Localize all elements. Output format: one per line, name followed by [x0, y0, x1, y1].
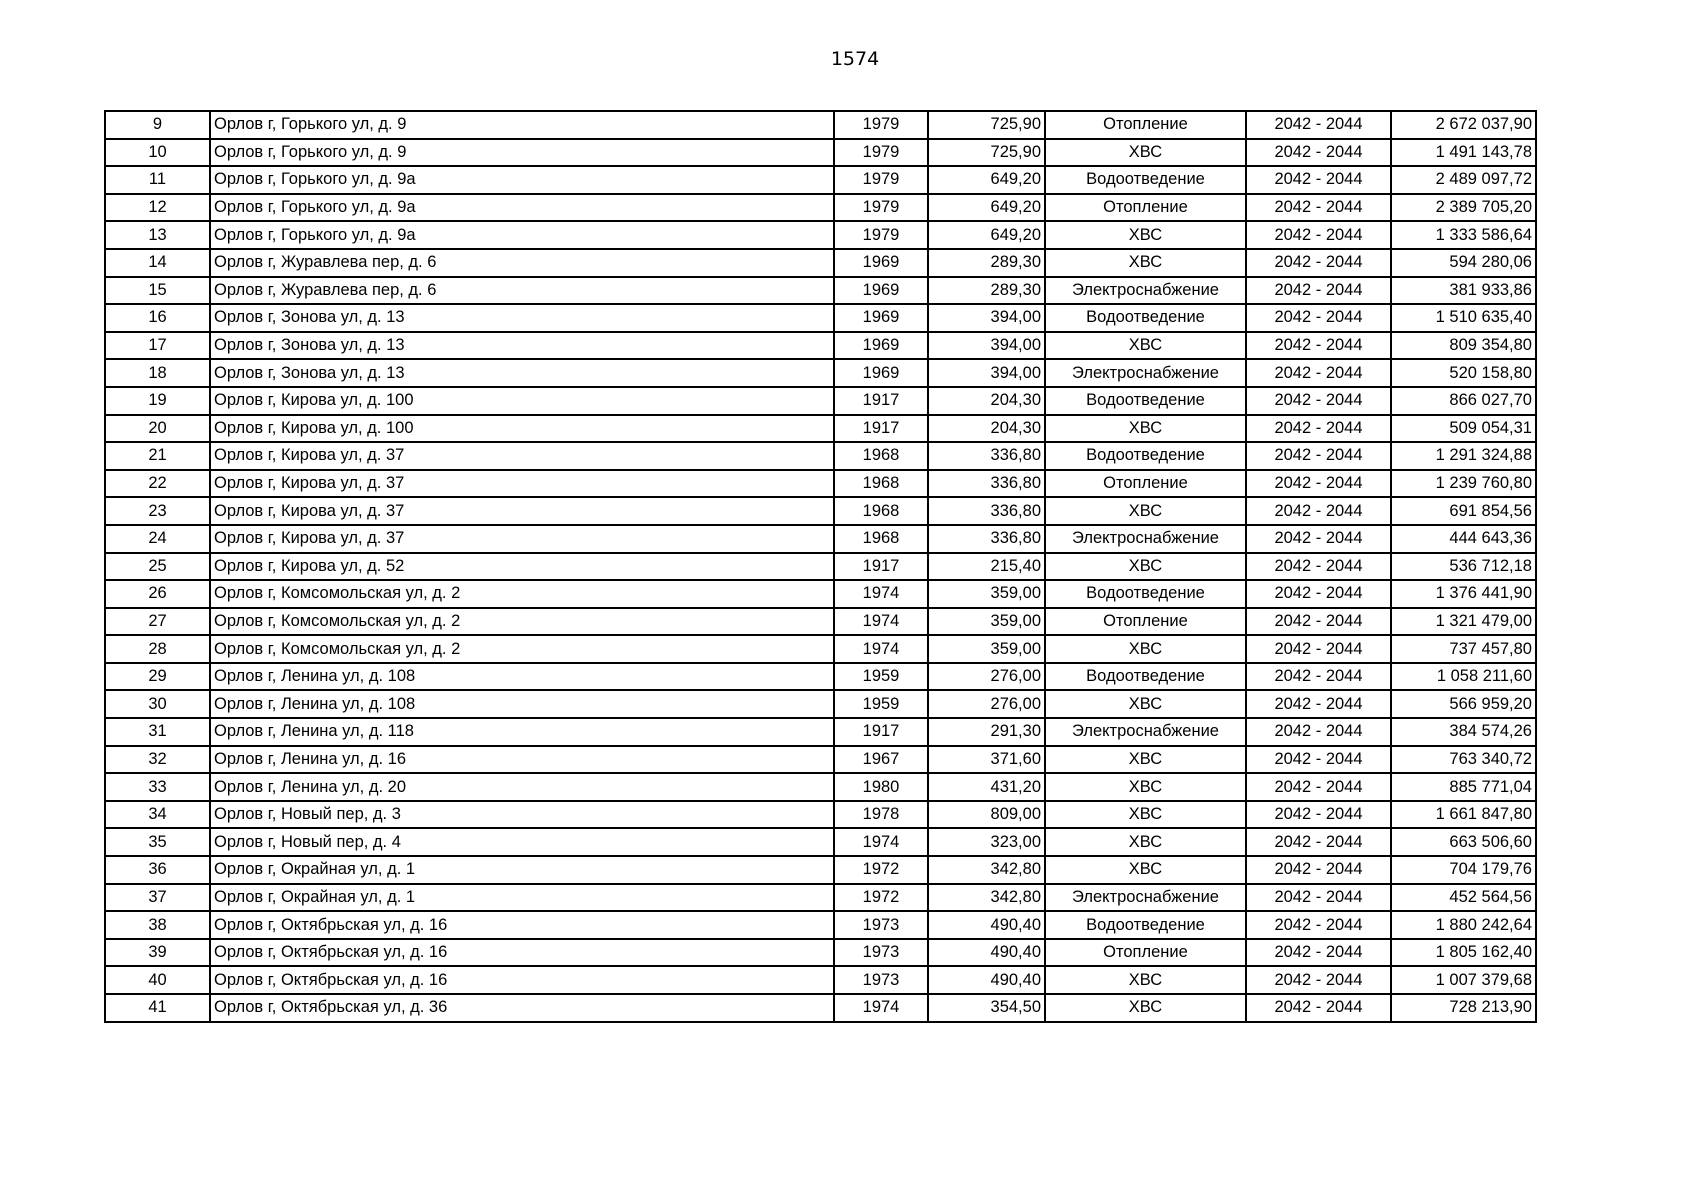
area-cell: 649,20 [928, 194, 1045, 222]
table-row [105, 497, 1536, 525]
cost-cell: 2 489 097,72 [1391, 166, 1536, 194]
table-row [105, 773, 1536, 801]
year-cell: 1972 [834, 884, 928, 912]
cost-cell: 381 933,86 [1391, 277, 1536, 305]
period-cell: 2042 - 2044 [1246, 111, 1391, 139]
area-cell: 336,80 [928, 497, 1045, 525]
period-cell: 2042 - 2044 [1246, 773, 1391, 801]
address-cell: Орлов г, Новый пер, д. 3 [210, 801, 834, 829]
period-cell: 2042 - 2044 [1246, 911, 1391, 939]
row-number-cell: 35 [105, 828, 210, 856]
year-cell: 1979 [834, 221, 928, 249]
cost-cell: 2 672 037,90 [1391, 111, 1536, 139]
table-row [105, 525, 1536, 553]
cost-cell: 452 564,56 [1391, 884, 1536, 912]
page-number: 1574 [830, 48, 880, 70]
area-cell: 354,50 [928, 994, 1045, 1022]
period-cell: 2042 - 2044 [1246, 277, 1391, 305]
period-cell: 2042 - 2044 [1246, 939, 1391, 967]
address-cell: Орлов г, Ленина ул, д. 108 [210, 690, 834, 718]
work-type-cell: Водоотведение [1045, 304, 1246, 332]
period-cell: 2042 - 2044 [1246, 608, 1391, 636]
cost-cell: 520 158,80 [1391, 359, 1536, 387]
work-type-cell: Водоотведение [1045, 442, 1246, 470]
address-cell: Орлов г, Кирова ул, д. 37 [210, 497, 834, 525]
row-number-cell: 13 [105, 221, 210, 249]
period-cell: 2042 - 2044 [1246, 470, 1391, 498]
table-row [105, 939, 1536, 967]
work-type-cell: ХВС [1045, 221, 1246, 249]
address-cell: Орлов г, Журавлева пер, д. 6 [210, 249, 834, 277]
table-row [105, 690, 1536, 718]
year-cell: 1969 [834, 332, 928, 360]
address-cell: Орлов г, Ленина ул, д. 20 [210, 773, 834, 801]
year-cell: 1974 [834, 994, 928, 1022]
row-number-cell: 40 [105, 966, 210, 994]
table-row [105, 635, 1536, 663]
row-number-cell: 19 [105, 387, 210, 415]
area-cell: 649,20 [928, 166, 1045, 194]
table-row [105, 663, 1536, 691]
address-cell: Орлов г, Кирова ул, д. 37 [210, 442, 834, 470]
area-cell: 725,90 [928, 111, 1045, 139]
table-row [105, 415, 1536, 443]
year-cell: 1973 [834, 966, 928, 994]
cost-cell: 1 333 586,64 [1391, 221, 1536, 249]
area-cell: 289,30 [928, 277, 1045, 305]
row-number-cell: 32 [105, 746, 210, 774]
row-number-cell: 39 [105, 939, 210, 967]
year-cell: 1973 [834, 911, 928, 939]
address-cell: Орлов г, Зонова ул, д. 13 [210, 332, 834, 360]
work-type-cell: Электроснабжение [1045, 525, 1246, 553]
work-type-cell: Электроснабжение [1045, 277, 1246, 305]
cost-cell: 1 321 479,00 [1391, 608, 1536, 636]
period-cell: 2042 - 2044 [1246, 635, 1391, 663]
address-cell: Орлов г, Горького ул, д. 9а [210, 194, 834, 222]
area-cell: 394,00 [928, 304, 1045, 332]
period-cell: 2042 - 2044 [1246, 387, 1391, 415]
row-number-cell: 25 [105, 553, 210, 581]
year-cell: 1979 [834, 139, 928, 167]
work-type-cell: Электроснабжение [1045, 884, 1246, 912]
area-cell: 204,30 [928, 387, 1045, 415]
address-cell: Орлов г, Кирова ул, д. 52 [210, 553, 834, 581]
work-type-cell: Отопление [1045, 939, 1246, 967]
table-row [105, 580, 1536, 608]
work-type-cell: Отопление [1045, 470, 1246, 498]
work-type-cell: Водоотведение [1045, 387, 1246, 415]
area-cell: 215,40 [928, 553, 1045, 581]
area-cell: 359,00 [928, 608, 1045, 636]
row-number-cell: 26 [105, 580, 210, 608]
area-cell: 490,40 [928, 939, 1045, 967]
cost-cell: 1 805 162,40 [1391, 939, 1536, 967]
row-number-cell: 12 [105, 194, 210, 222]
period-cell: 2042 - 2044 [1246, 801, 1391, 829]
address-cell: Орлов г, Новый пер, д. 4 [210, 828, 834, 856]
address-cell: Орлов г, Кирова ул, д. 37 [210, 525, 834, 553]
period-cell: 2042 - 2044 [1246, 497, 1391, 525]
period-cell: 2042 - 2044 [1246, 994, 1391, 1022]
work-type-cell: ХВС [1045, 773, 1246, 801]
period-cell: 2042 - 2044 [1246, 966, 1391, 994]
work-type-cell: ХВС [1045, 966, 1246, 994]
cost-cell: 1 491 143,78 [1391, 139, 1536, 167]
area-cell: 371,60 [928, 746, 1045, 774]
table-row [105, 856, 1536, 884]
table-row [105, 111, 1536, 139]
table-row [105, 828, 1536, 856]
address-cell: Орлов г, Горького ул, д. 9а [210, 221, 834, 249]
work-type-cell: ХВС [1045, 801, 1246, 829]
work-type-cell: ХВС [1045, 690, 1246, 718]
row-number-cell: 16 [105, 304, 210, 332]
work-type-cell: Электроснабжение [1045, 359, 1246, 387]
period-cell: 2042 - 2044 [1246, 249, 1391, 277]
year-cell: 1978 [834, 801, 928, 829]
table-body [105, 111, 1536, 1022]
table-row [105, 221, 1536, 249]
year-cell: 1972 [834, 856, 928, 884]
period-cell: 2042 - 2044 [1246, 221, 1391, 249]
address-cell: Орлов г, Кирова ул, д. 100 [210, 415, 834, 443]
address-cell: Орлов г, Октябрьская ул, д. 16 [210, 911, 834, 939]
period-cell: 2042 - 2044 [1246, 580, 1391, 608]
year-cell: 1979 [834, 111, 928, 139]
area-cell: 490,40 [928, 966, 1045, 994]
row-number-cell: 31 [105, 718, 210, 746]
cost-cell: 1 880 242,64 [1391, 911, 1536, 939]
address-cell: Орлов г, Кирова ул, д. 100 [210, 387, 834, 415]
address-cell: Орлов г, Горького ул, д. 9а [210, 166, 834, 194]
address-cell: Орлов г, Окрайная ул, д. 1 [210, 884, 834, 912]
address-cell: Орлов г, Октябрьская ул, д. 16 [210, 939, 834, 967]
work-type-cell: ХВС [1045, 746, 1246, 774]
cost-cell: 536 712,18 [1391, 553, 1536, 581]
table-row [105, 277, 1536, 305]
work-type-cell: Отопление [1045, 194, 1246, 222]
cost-cell: 2 389 705,20 [1391, 194, 1536, 222]
year-cell: 1974 [834, 580, 928, 608]
area-cell: 649,20 [928, 221, 1045, 249]
work-type-cell: Отопление [1045, 608, 1246, 636]
cost-cell: 663 506,60 [1391, 828, 1536, 856]
cost-cell: 1 661 847,80 [1391, 801, 1536, 829]
area-cell: 431,20 [928, 773, 1045, 801]
period-cell: 2042 - 2044 [1246, 525, 1391, 553]
address-cell: Орлов г, Зонова ул, д. 13 [210, 359, 834, 387]
year-cell: 1974 [834, 828, 928, 856]
area-cell: 336,80 [928, 525, 1045, 553]
work-type-cell: ХВС [1045, 415, 1246, 443]
period-cell: 2042 - 2044 [1246, 553, 1391, 581]
area-cell: 291,30 [928, 718, 1045, 746]
cost-cell: 566 959,20 [1391, 690, 1536, 718]
area-cell: 336,80 [928, 442, 1045, 470]
work-type-cell: ХВС [1045, 553, 1246, 581]
area-cell: 809,00 [928, 801, 1045, 829]
work-type-cell: Водоотведение [1045, 166, 1246, 194]
row-number-cell: 28 [105, 635, 210, 663]
area-cell: 204,30 [928, 415, 1045, 443]
period-cell: 2042 - 2044 [1246, 304, 1391, 332]
cost-cell: 444 643,36 [1391, 525, 1536, 553]
period-cell: 2042 - 2044 [1246, 359, 1391, 387]
year-cell: 1969 [834, 304, 928, 332]
cost-cell: 1 291 324,88 [1391, 442, 1536, 470]
address-cell: Орлов г, Кирова ул, д. 37 [210, 470, 834, 498]
year-cell: 1974 [834, 635, 928, 663]
cost-cell: 1 239 760,80 [1391, 470, 1536, 498]
row-number-cell: 24 [105, 525, 210, 553]
year-cell: 1979 [834, 166, 928, 194]
period-cell: 2042 - 2044 [1246, 884, 1391, 912]
row-number-cell: 10 [105, 139, 210, 167]
table-row [105, 359, 1536, 387]
row-number-cell: 11 [105, 166, 210, 194]
row-number-cell: 22 [105, 470, 210, 498]
address-cell: Орлов г, Зонова ул, д. 13 [210, 304, 834, 332]
table-row [105, 801, 1536, 829]
year-cell: 1967 [834, 746, 928, 774]
cost-cell: 509 054,31 [1391, 415, 1536, 443]
address-cell: Орлов г, Комсомольская ул, д. 2 [210, 635, 834, 663]
area-cell: 342,80 [928, 856, 1045, 884]
row-number-cell: 9 [105, 111, 210, 139]
table-row [105, 718, 1536, 746]
cost-cell: 1 376 441,90 [1391, 580, 1536, 608]
table-row [105, 442, 1536, 470]
row-number-cell: 15 [105, 277, 210, 305]
period-cell: 2042 - 2044 [1246, 194, 1391, 222]
address-cell: Орлов г, Ленина ул, д. 108 [210, 663, 834, 691]
cost-cell: 737 457,80 [1391, 635, 1536, 663]
period-cell: 2042 - 2044 [1246, 856, 1391, 884]
year-cell: 1980 [834, 773, 928, 801]
area-cell: 289,30 [928, 249, 1045, 277]
table-row [105, 884, 1536, 912]
year-cell: 1968 [834, 470, 928, 498]
address-cell: Орлов г, Горького ул, д. 9 [210, 111, 834, 139]
table-row [105, 911, 1536, 939]
address-cell: Орлов г, Ленина ул, д. 118 [210, 718, 834, 746]
row-number-cell: 38 [105, 911, 210, 939]
row-number-cell: 18 [105, 359, 210, 387]
area-cell: 323,00 [928, 828, 1045, 856]
cost-cell: 866 027,70 [1391, 387, 1536, 415]
area-cell: 394,00 [928, 359, 1045, 387]
work-type-cell: Водоотведение [1045, 580, 1246, 608]
area-cell: 725,90 [928, 139, 1045, 167]
year-cell: 1917 [834, 553, 928, 581]
row-number-cell: 20 [105, 415, 210, 443]
cost-cell: 1 007 379,68 [1391, 966, 1536, 994]
work-type-cell: ХВС [1045, 635, 1246, 663]
area-cell: 336,80 [928, 470, 1045, 498]
period-cell: 2042 - 2044 [1246, 139, 1391, 167]
year-cell: 1917 [834, 718, 928, 746]
work-type-cell: Отопление [1045, 111, 1246, 139]
period-cell: 2042 - 2044 [1246, 718, 1391, 746]
cost-cell: 691 854,56 [1391, 497, 1536, 525]
cost-cell: 594 280,06 [1391, 249, 1536, 277]
year-cell: 1969 [834, 249, 928, 277]
period-cell: 2042 - 2044 [1246, 663, 1391, 691]
work-type-cell: Электроснабжение [1045, 718, 1246, 746]
period-cell: 2042 - 2044 [1246, 442, 1391, 470]
table-row [105, 994, 1536, 1022]
year-cell: 1968 [834, 525, 928, 553]
year-cell: 1968 [834, 442, 928, 470]
period-cell: 2042 - 2044 [1246, 166, 1391, 194]
row-number-cell: 21 [105, 442, 210, 470]
period-cell: 2042 - 2044 [1246, 332, 1391, 360]
work-type-cell: ХВС [1045, 249, 1246, 277]
year-cell: 1969 [834, 359, 928, 387]
row-number-cell: 41 [105, 994, 210, 1022]
area-cell: 359,00 [928, 635, 1045, 663]
table-row [105, 387, 1536, 415]
address-cell: Орлов г, Октябрьская ул, д. 36 [210, 994, 834, 1022]
cost-cell: 1 510 635,40 [1391, 304, 1536, 332]
year-cell: 1969 [834, 277, 928, 305]
year-cell: 1968 [834, 497, 928, 525]
work-type-cell: Водоотведение [1045, 911, 1246, 939]
table-row [105, 304, 1536, 332]
row-number-cell: 17 [105, 332, 210, 360]
table-row [105, 139, 1536, 167]
table-row [105, 166, 1536, 194]
table-row [105, 194, 1536, 222]
row-number-cell: 23 [105, 497, 210, 525]
table-row [105, 966, 1536, 994]
address-cell: Орлов г, Ленина ул, д. 16 [210, 746, 834, 774]
row-number-cell: 37 [105, 884, 210, 912]
year-cell: 1979 [834, 194, 928, 222]
table-row [105, 249, 1536, 277]
address-cell: Орлов г, Окрайная ул, д. 1 [210, 856, 834, 884]
row-number-cell: 36 [105, 856, 210, 884]
period-cell: 2042 - 2044 [1246, 690, 1391, 718]
work-type-cell: ХВС [1045, 828, 1246, 856]
area-cell: 342,80 [928, 884, 1045, 912]
table-row [105, 608, 1536, 636]
registry-table [104, 110, 1537, 1023]
period-cell: 2042 - 2044 [1246, 415, 1391, 443]
area-cell: 359,00 [928, 580, 1045, 608]
area-cell: 490,40 [928, 911, 1045, 939]
area-cell: 276,00 [928, 663, 1045, 691]
year-cell: 1917 [834, 415, 928, 443]
area-cell: 276,00 [928, 690, 1045, 718]
work-type-cell: Водоотведение [1045, 663, 1246, 691]
address-cell: Орлов г, Комсомольская ул, д. 2 [210, 580, 834, 608]
address-cell: Орлов г, Октябрьская ул, д. 16 [210, 966, 834, 994]
address-cell: Орлов г, Журавлева пер, д. 6 [210, 277, 834, 305]
year-cell: 1917 [834, 387, 928, 415]
year-cell: 1973 [834, 939, 928, 967]
cost-cell: 384 574,26 [1391, 718, 1536, 746]
cost-cell: 728 213,90 [1391, 994, 1536, 1022]
row-number-cell: 27 [105, 608, 210, 636]
year-cell: 1974 [834, 608, 928, 636]
row-number-cell: 29 [105, 663, 210, 691]
work-type-cell: ХВС [1045, 497, 1246, 525]
row-number-cell: 33 [105, 773, 210, 801]
work-type-cell: ХВС [1045, 994, 1246, 1022]
work-type-cell: ХВС [1045, 332, 1246, 360]
cost-cell: 704 179,76 [1391, 856, 1536, 884]
table-row [105, 553, 1536, 581]
year-cell: 1959 [834, 690, 928, 718]
work-type-cell: ХВС [1045, 856, 1246, 884]
address-cell: Орлов г, Горького ул, д. 9 [210, 139, 834, 167]
table-row [105, 470, 1536, 498]
row-number-cell: 30 [105, 690, 210, 718]
table-row [105, 746, 1536, 774]
cost-cell: 809 354,80 [1391, 332, 1536, 360]
period-cell: 2042 - 2044 [1246, 746, 1391, 774]
work-type-cell: ХВС [1045, 139, 1246, 167]
table-row [105, 332, 1536, 360]
year-cell: 1959 [834, 663, 928, 691]
area-cell: 394,00 [928, 332, 1045, 360]
cost-cell: 1 058 211,60 [1391, 663, 1536, 691]
cost-cell: 763 340,72 [1391, 746, 1536, 774]
row-number-cell: 14 [105, 249, 210, 277]
cost-cell: 885 771,04 [1391, 773, 1536, 801]
period-cell: 2042 - 2044 [1246, 828, 1391, 856]
row-number-cell: 34 [105, 801, 210, 829]
address-cell: Орлов г, Комсомольская ул, д. 2 [210, 608, 834, 636]
